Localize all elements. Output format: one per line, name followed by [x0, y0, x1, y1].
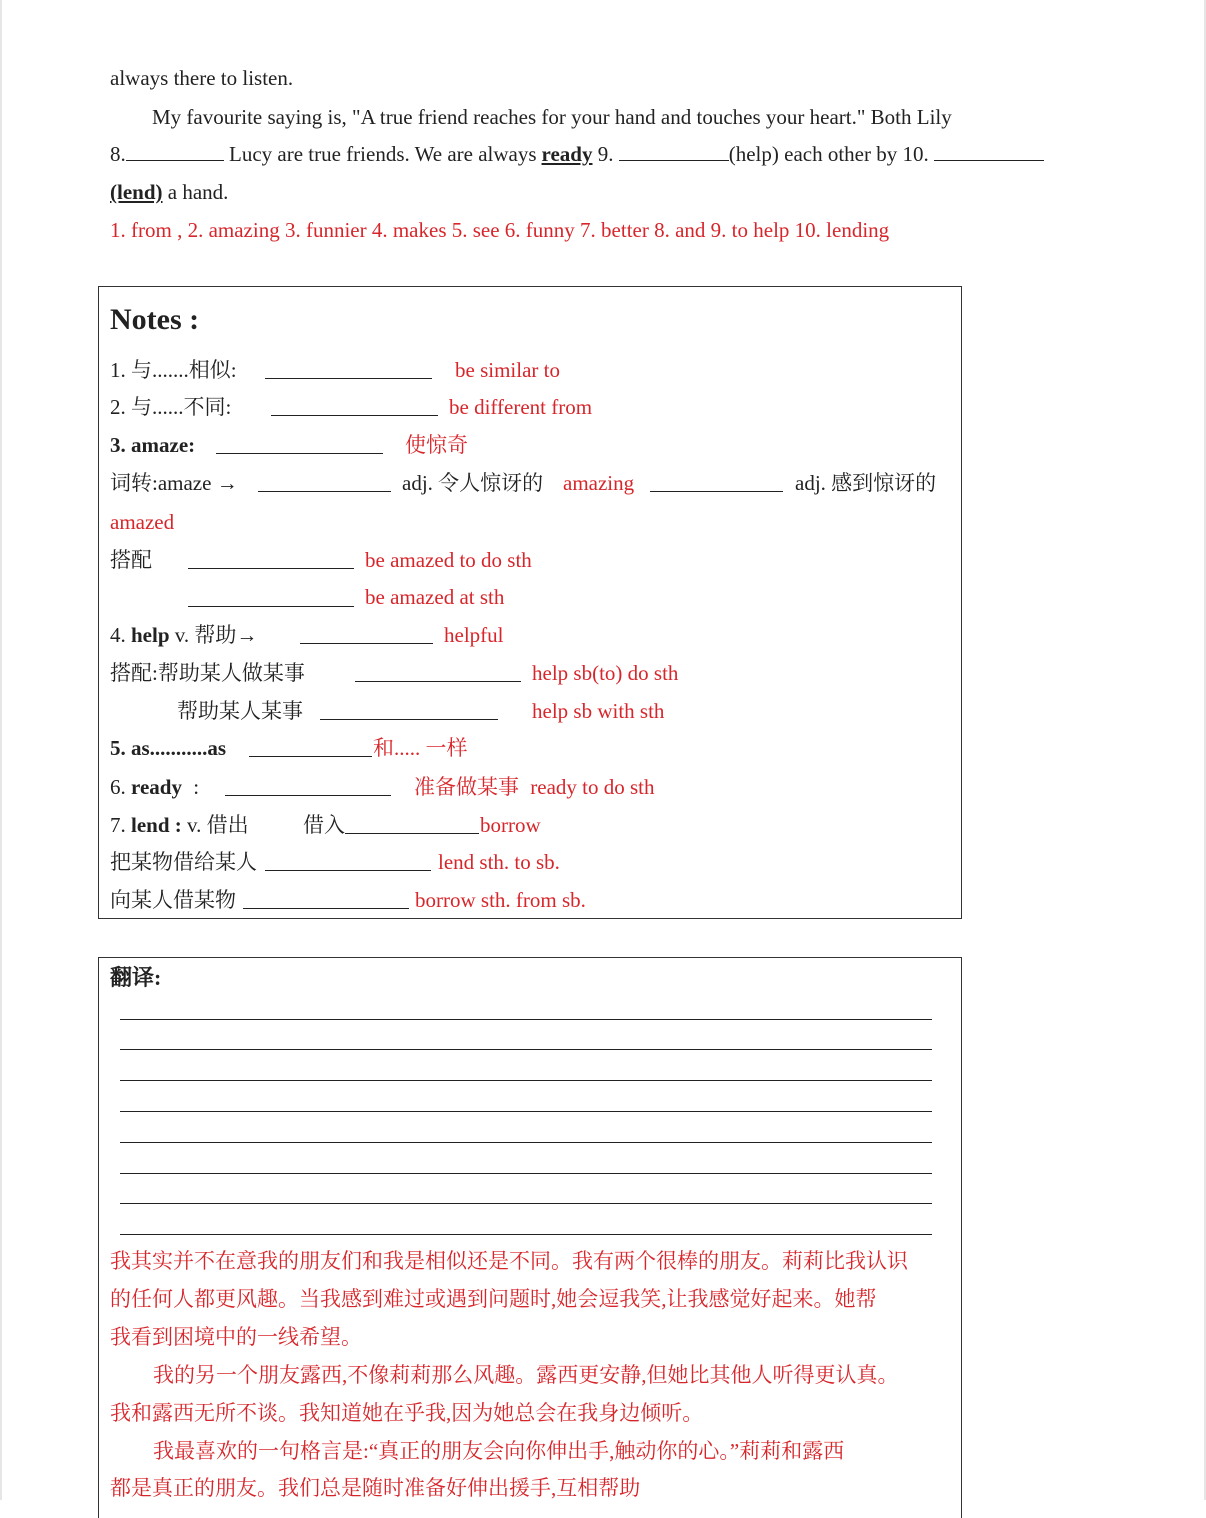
wordform-label: 词转:amaze →: [110, 471, 238, 495]
writing-line[interactable]: [120, 1234, 932, 1235]
passage-text: Lucy are true friends. We are always: [229, 142, 537, 166]
collocation-blank-1[interactable]: [188, 548, 354, 569]
collocation-blank-2[interactable]: [188, 586, 354, 607]
page-edge-left: [0, 0, 2, 1500]
translation-line: 我最喜欢的一句格言是:“真正的朋友会向你伸出手,触动你的心。”莉莉和露西: [153, 1439, 845, 1463]
writing-line[interactable]: [120, 1173, 932, 1174]
blank-9-number: 9.: [597, 142, 614, 166]
passage-text-end: a hand.: [167, 180, 229, 204]
passage-line-2: My favourite saying is, "A true friend reaches for your hand and touches your heart." Both Lily: [152, 105, 952, 129]
translation-line: 都是真正的朋友。我们总是随时准备好伸出援手,互相帮助: [110, 1476, 641, 1500]
keyword-ready: ready: [541, 142, 593, 166]
note-6-answer-en: ready to do sth: [530, 775, 655, 799]
note-4-collocation-blank-1[interactable]: [355, 661, 521, 682]
note-4-label: [110, 621, 257, 649]
note-4-answer: helpful: [444, 623, 504, 647]
translation-line: 我和露西无所不谈。我知道她在乎我,因为她总会在我身边倾听。: [110, 1401, 704, 1425]
note-6-answer-cn: 准备做某事: [414, 775, 519, 799]
passage-line-1: always there to listen.: [110, 66, 294, 90]
note-4-collocation-2-label: 帮助某人某事: [177, 699, 303, 723]
note-4-word: help: [131, 623, 170, 647]
note-2-blank[interactable]: [271, 395, 438, 416]
note-4-collocation-label: 搭配:帮助某人做某事: [110, 661, 305, 685]
note-7-label: [110, 811, 249, 839]
notes-title: Notes :: [110, 303, 200, 336]
note-7-lend-blank[interactable]: [265, 850, 431, 871]
note-3-blank[interactable]: [216, 433, 383, 454]
wordform-blank-1[interactable]: [258, 471, 391, 492]
note-7-lend-answer: lend sth. to sb.: [438, 850, 560, 874]
note-7-borrow2-label: 向某人借某物: [110, 888, 236, 912]
passage-line-3: [110, 140, 1044, 168]
note-6-number: 6.: [110, 775, 126, 799]
note-7-borrow2-answer: borrow sth. from sb.: [415, 888, 586, 912]
note-7-word: lend :: [131, 813, 182, 837]
note-6-label: [110, 773, 199, 801]
blank-10[interactable]: [934, 140, 1044, 161]
note-6-blank[interactable]: [225, 775, 391, 796]
passage-line-4: [110, 178, 228, 206]
blank-8-number: 8.: [110, 142, 126, 166]
note-6-answer: [414, 773, 654, 801]
note-7-number: 7.: [110, 813, 126, 837]
adj-1-label: adj. 令人惊讶的: [402, 471, 544, 495]
adj-1-answer: amazing: [563, 471, 635, 495]
note-1-label: 1. 与.......相似:: [110, 358, 237, 382]
note-7-borrow-answer: borrow: [480, 813, 541, 837]
writing-line[interactable]: [120, 1203, 932, 1204]
collocation-label: 搭配: [110, 548, 152, 572]
writing-line[interactable]: [120, 1080, 932, 1081]
translation-line: 我其实并不在意我的朋友们和我是相似还是不同。我有两个很棒的朋友。莉莉比我认识: [110, 1249, 908, 1273]
writing-line[interactable]: [120, 1111, 932, 1112]
blank-9[interactable]: [619, 140, 729, 161]
note-5-blank[interactable]: [249, 736, 372, 757]
note-4-collocation-2-answer: help sb with sth: [532, 699, 665, 723]
note-1-blank[interactable]: [265, 358, 432, 379]
note-4-number: 4.: [110, 623, 126, 647]
keyword-lend: (lend): [110, 180, 163, 204]
note-4-collocation-1-answer: help sb(to) do sth: [532, 661, 679, 685]
adj-2-answer: amazed: [110, 510, 175, 534]
note-7-rest: v. 借出: [187, 813, 249, 837]
note-3-answer: 使惊奇: [405, 433, 468, 457]
note-4-collocation-blank-2[interactable]: [320, 699, 498, 720]
note-7-lend-label: 把某物借给某人: [110, 850, 257, 874]
adj-2-label: adj. 感到惊讶的: [795, 471, 937, 495]
translation-line: 的任何人都更风趣。当我感到难过或遇到问题时,她会逗我笑,让我感觉好起来。她帮: [110, 1287, 877, 1311]
wordform-blank-2[interactable]: [650, 471, 783, 492]
writing-line[interactable]: [120, 1142, 932, 1143]
note-5-label: 5. as...........as: [110, 736, 227, 760]
writing-line[interactable]: [120, 1049, 932, 1050]
passage-text-help: (help) each other by 10.: [728, 142, 929, 166]
note-6-word: ready: [131, 775, 182, 799]
note-4-blank[interactable]: [300, 623, 433, 644]
translation-title: 翻译:: [110, 965, 162, 990]
writing-line[interactable]: [120, 1019, 932, 1020]
collocation-1-answer: be amazed to do sth: [365, 548, 532, 572]
note-6-colon: :: [193, 775, 200, 799]
blank-8[interactable]: [126, 140, 224, 161]
translation-line: 我看到困境中的一线希望。: [110, 1325, 362, 1349]
note-2-answer: be different from: [449, 395, 593, 419]
answer-key: 1. from , 2. amazing 3. funnier 4. makes 5. see 6. funny 7. better 8. and 9. to help 10. lending: [110, 218, 890, 242]
note-7-blank[interactable]: [345, 813, 479, 834]
translation-line: 我的另一个朋友露西,不像莉莉那么风趣。露西更安静,但她比其他人听得更认真。: [153, 1363, 899, 1387]
note-7-borrow2-blank[interactable]: [243, 888, 409, 909]
note-4-rest: v. 帮助→: [174, 623, 258, 647]
note-3-label: 3. amaze:: [110, 433, 196, 457]
note-5-answer: 和..... 一样: [373, 736, 468, 760]
note-1-answer: be similar to: [455, 358, 560, 382]
note-7-borrow-label: 借入: [303, 813, 345, 837]
note-2-label: 2. 与......不同:: [110, 395, 232, 419]
collocation-2-answer: be amazed at sth: [365, 585, 505, 609]
